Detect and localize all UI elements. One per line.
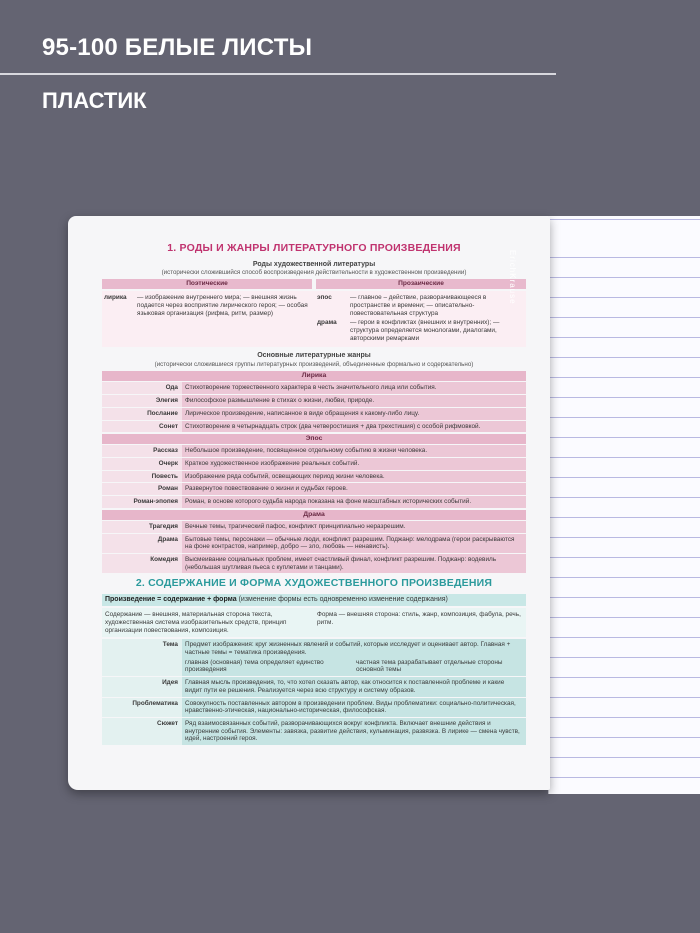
brand-logo: ErichKrause [508,250,517,305]
rody-table [102,291,526,347]
row-key: Роман-эпопея [102,496,182,508]
row-value: Стихотворение торжественного характера в честь значительного лица или события. [182,382,526,394]
content-form-table [102,608,526,637]
row-key: Очерк [102,458,182,470]
notebook-back-cover [68,216,550,790]
syuzhet-key: Сюжет [102,718,182,745]
ideya-val: Главная мысль произведения, то, что хотел сказать автор, как относится к поставленной проблеме и какие видит пути ее решения. Реализуется через всю структуру и систему образов. [182,677,526,696]
band-epos: Эпос [102,434,526,444]
tema-val: Предмет изображения: круг жизненных явлений и событий, которые исследует и оценивает автор. Главная + частные темы = тематика произведения. [185,641,511,657]
ideya-key: Идея [102,677,182,696]
table-row [102,496,526,508]
epos-rows [102,445,526,507]
row-value: Развернутое повествование о жизни и судьбах героев. [182,483,526,495]
drama-rows [102,521,526,573]
lined-page [548,216,700,794]
row-key: Сонет [102,421,182,433]
prose-header: Прозаические [316,279,526,289]
genres-note: (исторически сложившиеся группы литературных произведений, объединенные формально и содержательно) [154,360,474,368]
table-row [102,408,526,420]
formula-rest: (изменение формы есть одновременно изменение содержания) [238,595,448,603]
row-value: Небольшое произведение, посвященное отдельному событию в жизни человека. [182,445,526,457]
row-value: Бытовые темы, персонажи — обычные люди, конфликт разрешим. Поджанр: мелодрама (герои раскрываются на фоне контрастов, например, добро — зло, любовь — ненависть). [182,534,526,553]
row-key: Трагедия [102,521,182,533]
tema-row [102,639,526,676]
lirika-val: — изображение внутреннего мира; — внешняя жизнь подается через восприятие лирического героя; — особая языковая организация (рифма, ритм, размер) [137,294,308,317]
table-row [102,483,526,495]
genres-title: Основные литературные жанры [257,352,371,360]
row-key: Повесть [102,471,182,483]
table-row [102,445,526,457]
row-key: Рассказ [102,445,182,457]
row-key: Комедия [102,554,182,573]
band-lirika: Лирика [102,371,526,381]
row-value: Изображение ряда событий, освещающих период жизни человека. [182,471,526,483]
row-value: Краткое художественное изображение реальных событий. [182,458,526,470]
formula-band [102,594,526,606]
table-row [102,521,526,533]
row-value: Роман, в основе которого судьба народа показана на фоне масштабных исторических событий. [182,496,526,508]
product-title: 95-100 БЕЛЫЕ ЛИСТЫ [42,34,313,61]
rody-note: (исторически сложившийся способ воспроизведения действительности в художественном произведении) [161,268,467,276]
section2-title: 2. СОДЕРЖАНИЕ И ФОРМА ХУДОЖЕСТВЕННОГО ПРОИЗВЕДЕНИЯ [135,577,493,590]
row-value: Лирическое произведение, написанное в виде обращения к какому-либо лицу. [182,408,526,420]
lirika-rows [102,382,526,432]
row-value: Высмеивание социальных проблем, имеет счастливый финал, конфликт разрешим. Поджанр: водевиль (небольшая шутливая пьеса с куплетами и танцами). [182,554,526,573]
row-value: Философское размышление в стихах о жизни, любви, природе. [182,395,526,407]
content-text: Содержание — внешняя, материальная сторона текста, художественная система изобразительных средств, принцип организации повествования, композиция. [105,611,287,634]
drama-val: — герои в конфликтах (внешних и внутренних); — структура определяется монологами, диалогами, авторскими ремарками [350,319,500,342]
ideya-row [102,677,526,696]
row-key: Послание [102,408,182,420]
epos-val: — главное – действие, разворачивающееся в пространстве и времени; — описательно-повествовательная структура [350,294,487,317]
row-value: Вечные темы, трагический пафос, конфликт принципиально неразрешим. [182,521,526,533]
table-row [102,471,526,483]
table-row [102,458,526,470]
band-drama: Драма [102,510,526,520]
table-row [102,534,526,553]
syuzhet-row [102,718,526,745]
problem-key: Проблематика [102,698,182,717]
row-key: Драма [102,534,182,553]
tema-key: Тема [102,639,182,676]
epos-key: эпос [317,294,332,302]
form-text: Форма — внешняя сторона: стиль, жанр, композиция, фабула, речь, ритм. [317,611,521,627]
formula-bold: Произведение = содержание + форма [105,595,237,603]
tema-part: частная тема разрабатывает отдельные стороны основной темы [356,658,503,674]
table-row [102,421,526,433]
product-material: ПЛАСТИК [42,88,147,113]
reference-sheet [102,242,526,746]
rody-title: Роды художественной литературы [252,260,376,268]
table-row [102,554,526,573]
divider [0,73,556,75]
problem-val: Совокупность поставленных автором в произведении проблем. Виды проблематики: социально-политическая, нравственно-этическая, национально-историческая, философская. [182,698,526,717]
row-key: Элегия [102,395,182,407]
row-value: Стихотворение в четырнадцать строк (два четверостишия + два трехстишия) с особой рифмовкой. [182,421,526,433]
syuzhet-val: Ряд взаимосвязанных событий, разворачивающихся вокруг конфликта. Включает внешние действия и внутренние события. Элементы: завязка, развитие действия, кульминация, развязка. В лирике — смена чувств, идей, настроений героя. [182,718,526,745]
row-key: Ода [102,382,182,394]
poetic-header: Поэтические [102,279,312,289]
lirika-key: лирика [104,294,127,302]
row-key: Роман [102,483,182,495]
problem-row [102,698,526,717]
drama-key: драма [317,319,337,327]
table-row [102,395,526,407]
section1-title: 1. РОДЫ И ЖАНРЫ ЛИТЕРАТУРНОГО ПРОИЗВЕДЕНИЯ [167,242,461,254]
tema-main: главная (основная) тема определяет единство произведения [185,658,324,674]
table-row [102,382,526,394]
